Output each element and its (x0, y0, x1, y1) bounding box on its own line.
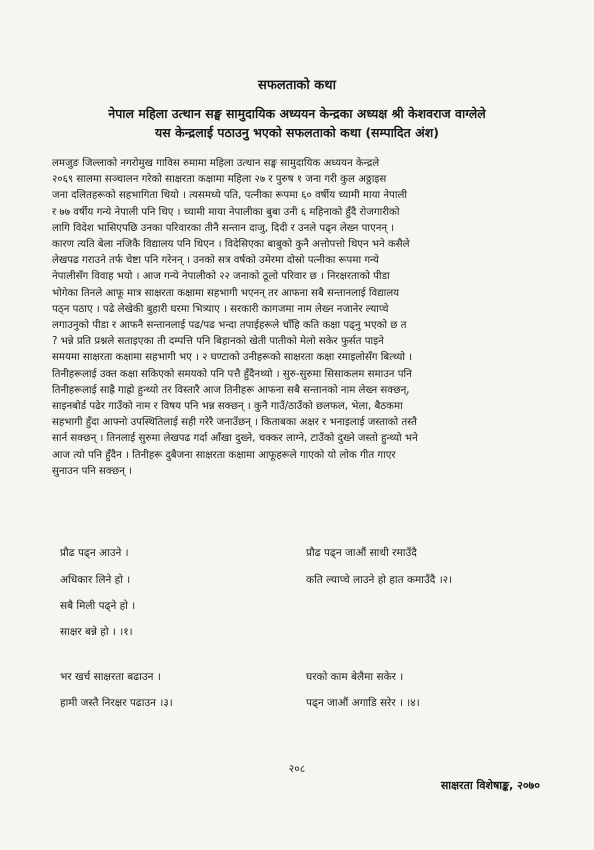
publication-footer: साक्षरता विशेषाङ्क, २०७० (440, 779, 540, 792)
body-line: तिनीहरूलाई उक्त कक्षा सकिएको समयको पनि पत्तै हुँदैनथ्यो । सुरु-सुरुमा सिसाकलम समाउन पनि (52, 368, 412, 380)
poem-line: प्रौढ पढ्न आउने । (60, 547, 129, 559)
poem-line: हामी जस्तै निरक्षर पढाउन ।३। (60, 697, 173, 709)
body-line: लमजुङ जिल्लाको नगरोमुख गाविस रुमामा महिला उत्थान सङ्घ सामुदायिक अध्ययन केन्द्रले (52, 158, 380, 169)
body-line: तिनीहरूलाई साह्रै गाह्रो हुन्थ्यो तर विस्तारै आज तिनीहरू आफना सबै सन्तानको नाम लेख्न सक्छन्, (52, 384, 410, 396)
poem-line: प्रौढ पढ्न जाऔं साथी रमाउँदै (306, 547, 417, 559)
poem-line: घरको काम बेलैमा सकेर । (306, 671, 404, 683)
body-line: २०६९ सालमा सञ्चालन गरेको साक्षरता कक्षामा महिला २७ र पुरुष १ जना गरी कुल अठ्ठाइस (52, 174, 387, 186)
body-line: सुनाउन पनि सक्छन् । (52, 465, 132, 477)
poem-stanza-4 (306, 670, 546, 710)
body-line: नेपालीसँग विवाह भयो । आज गन्ये नेपालीको २२ जनाको ठूलो परिवार छ । निरक्षरताको पीडा (52, 271, 390, 283)
poem-line: अधिकार लिने हो । (60, 574, 131, 586)
poem-stanza-3 (60, 670, 280, 710)
body-line: ? भन्ने प्रति प्रश्नले सताइएका ती दम्पत्ति पनि बिहानको खेती पातीको मेलो सकेर फुर्सत पाइने (52, 336, 384, 348)
body-line: समयमा साक्षरता कक्षामा सहभागी भए । २ घण्टाको उनीहरूको साक्षरता कक्षा रमाइलोसँग बित्थ्यो । (52, 352, 413, 364)
body-line: जना दलितहरूको सहभागिता थियो । त्यसमध्ये पति, पत्नीका रूपमा ६० वर्षीय च्यामी माया नेपाली (52, 190, 408, 202)
poem-line: साक्षर बन्ने हो । ।१। (60, 626, 133, 638)
body-line: लागि विदेश भासिएपछि उनका परिवारका तीनै सन्तान दाजु, दिदी र उनले पढ्न लेख्न पाएनन् । (52, 222, 395, 234)
poem-line: पढ्न जाऔं अगाडि सरेर । ।४। (306, 697, 420, 709)
body-line: सार्न सक्छन् । तिनलाई सुरुमा लेखपढ गर्दा आँखा दुख्ने, चक्कर लाग्ने, टाउँको दुख्ने जस्तो हुन्थ्यो भने (52, 433, 418, 445)
poem-stanza-1 (60, 546, 280, 646)
poem-line: कति ल्याप्चे लाउने हो हात कमाउँदै ।२। (306, 574, 453, 586)
body-line: र ७७ वर्षीय गन्ये नेपाली पनि थिए । च्यामी माया नेपालीका बुबा उनी ६ महिनाको हुँदै रोजगारीको (52, 206, 400, 218)
body-line: लगाउनुको पीडा र आफनै सन्तानलाई पढ/पढ भन्दा तपाईहरूले चाँहि कति कक्षा पढ्नु भएको छ त (52, 320, 407, 332)
body-line: भोगेका तिनले आफू मात्र साक्षरता कक्षामा सहभागी भएनन् तर आफना सबै सन्तानलाई विद्यालय (52, 287, 400, 299)
story-subtitle (40, 104, 554, 142)
story-body (52, 156, 552, 480)
subtitle-line: यस केन्द्रलाई पठाउनु भएको सफलताको कथा (सम्पादित अंश) (155, 125, 439, 140)
poem-stanza-2 (306, 546, 546, 596)
story-title: सफलताको कथा (258, 78, 336, 93)
body-line: लेखपढ गराउने तर्फ चेष्टा पनि गरेनन् । उनको सत्र वर्षको उमेरमा दोस्रो पत्नीका रूपमा गन्ये (52, 255, 379, 267)
body-line: पठ्न पठाए । पढे लेखेकी बुहारी घरमा भित्र्याए । सरकारी कागजमा नाम लेख्न नजानेर ल्याप्चे (52, 303, 389, 315)
body-line: आज त्यो पनि हुँदैन । तिनीहरू दुबैजना साक्षरता कक्षामा आफूहरूले गाएको यो लोक गीत गाएर (52, 449, 396, 461)
page-number: २०८ (288, 763, 306, 775)
body-line: सहभागी हुँदा आफ्नो उपस्थितिलाई सही गरेरै जनाउँछन् । किताबका अक्षर र भनाइलाई जस्ताको तस्तै (52, 417, 417, 429)
poem-line: भर खर्च साक्षरता बढाउन । (60, 671, 161, 683)
body-line: कारण त्यति बेला नजिकै विद्यालय पनि थिएन । विदेसिएका बाबुको कुनै अत्तोपत्तो थिएन भने कसैले (52, 239, 410, 251)
poem-line: सबै मिली पढ्ने हो । (60, 600, 136, 612)
subtitle-line: नेपाल महिला उत्थान सङ्घ सामुदायिक अध्ययन केन्द्रका अध्यक्ष श्री केशवराज वाग्लेले (108, 106, 486, 121)
body-line: साइनबोर्ड पढेर गाउँको नाम र विषय पनि भन्न सक्छन् । कुनै गाउँ/ठाउँको छलफल, भेला, बैठकमा (52, 401, 403, 413)
